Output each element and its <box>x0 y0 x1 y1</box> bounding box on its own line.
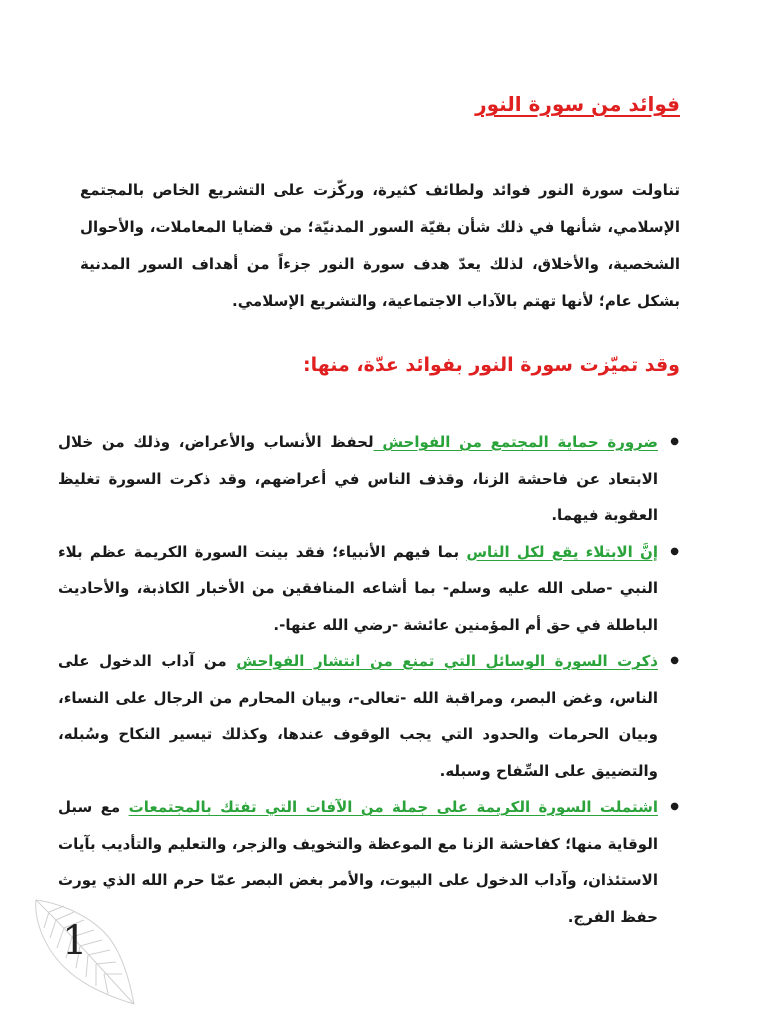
list-item <box>58 424 658 534</box>
bullet-text: لحفظ الأنساب والأعراض، وذلك من خلال الابتعاد عن فاحشة الزنا، وقذف الناس في أعراضهم، وقد ذكرت السورة تغليظ العقوبة فيهما. <box>58 433 658 524</box>
list-item <box>58 789 658 935</box>
list-item <box>58 643 658 789</box>
bullet-highlight: اشتملت السورة الكريمة على جملة من الآفات التي تفتك بالمجتمعات <box>128 798 658 816</box>
bullet-highlight: إنَّ الابتلاء يقع لكل الناس <box>466 542 658 561</box>
bullet-text: من آداب الدخول على الناس، وغض البصر، ومراقبة الله -تعالى-، وبيان المحارم من الرجال على النساء، وبيان الحرمات والحدود التي يجب الوقوف عندها، وكذلك تيسير النكاح وسُبله، والتضييق على السِّفاح وسبله. <box>58 652 658 780</box>
benefits-list <box>58 424 680 935</box>
bullet-text: مع سبل الوقاية منها؛ كفاحشة الزنا مع الموعظة والتخويف والزجر، والتعليم والتأديب بآيات الاستئذان، وآداب الدخول على البيوت، والأمر بغض البصر عمّا حرم الله الذي يورث حفظ الفرج. <box>58 798 658 926</box>
bullet-highlight: ضرورة حماية المجتمع من الفواحش <box>373 433 658 451</box>
section-subtitle: وقد تميّزت سورة النور بفوائد عدّة، منها: <box>303 354 680 376</box>
page-title: فوائد من سورة النور <box>475 92 680 116</box>
list-item <box>58 534 658 644</box>
page-number: 1 <box>62 918 88 964</box>
intro-paragraph: تناولت سورة النور فوائد ولطائف كثيرة، وركّزت على التشريع الخاص بالمجتمع الإسلامي، شأنها في ذلك شأن بقيّة السور المدنيّة؛ من قضايا المعاملات، والأحوال الشخصية، والأخلاق، لذلك يعدّ هدف سورة النور جزءاً من أهداف السور المدنية بشكل عام؛ لأنها تهتم بالآداب الاجتماعية، والتشريع الإسلامي. <box>80 181 680 310</box>
bullet-text: بما فيهم الأنبياء؛ فقد بينت السورة الكريمة عظم بلاء النبي -صلى الله عليه وسلم- بما أشاعه المنافقين من الأخبار الكاذبة، والأحاديث الباطلة في حق أم المؤمنين عائشة -رضي الله عنها-. <box>58 542 658 634</box>
bullet-highlight: ذكرت السورة الوسائل التي تمنع من انتشار الفواحش <box>236 652 658 670</box>
